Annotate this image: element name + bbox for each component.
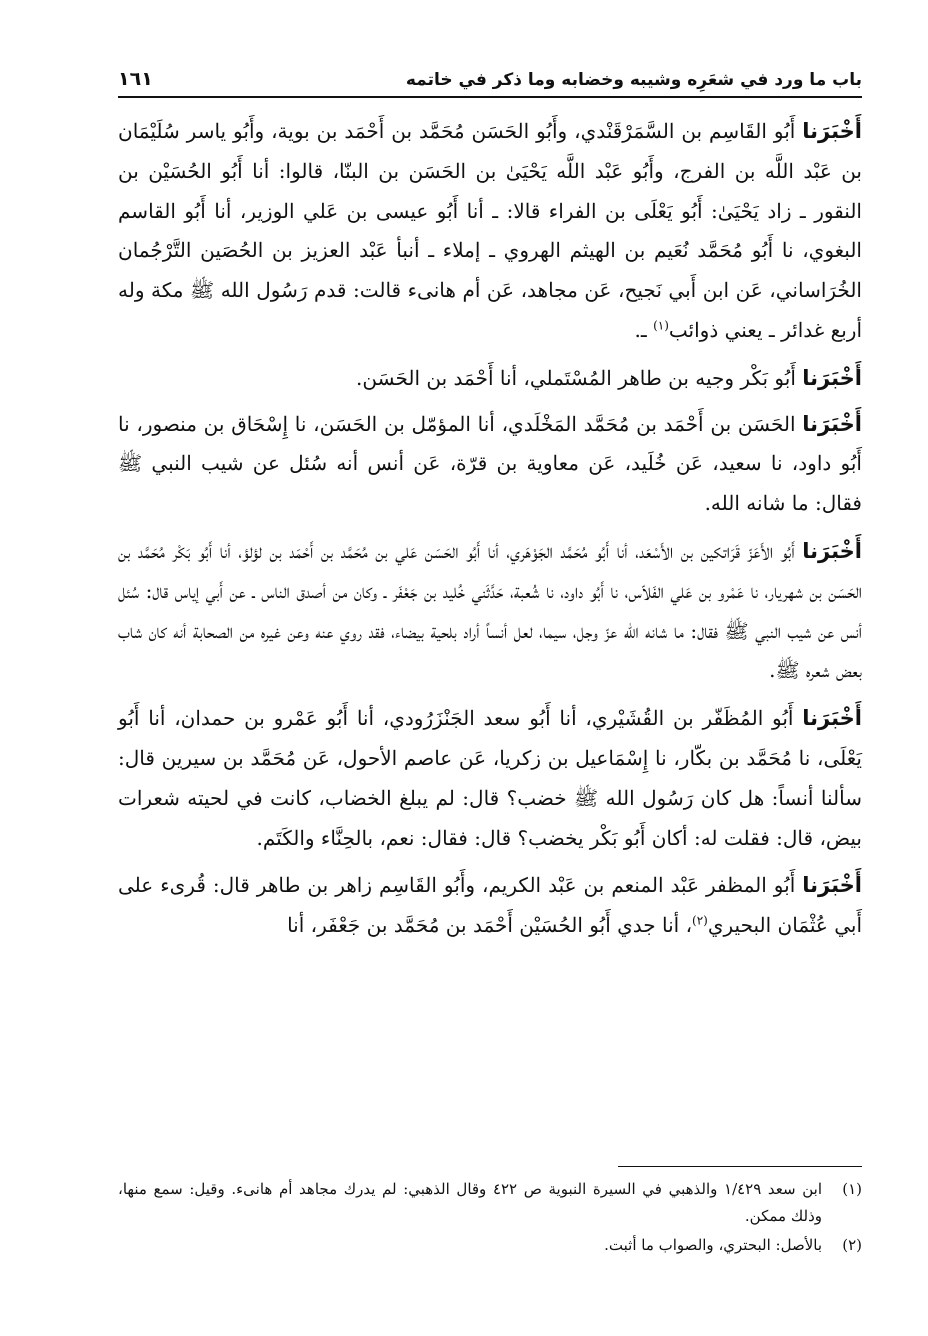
footnote <box>118 1232 862 1259</box>
paragraph-text: أَبُو المُظَفّر بن القُشَيْري، أنا أَبُو سعد الجَنْزَرُودي، أنا أَبُو عَمْرو بن حمدان، أنا أَبُو يَعْلَى، نا مُحَمَّد بن بكّار، نا إِسْمَاعيل بن زكريا، عَن عاصم الأحول، عَن مُحَمَّد بن سيرين قال: سألنا أنساً: هل كان رَسُول الله ﷺ خضب؟ قال: لم يبلغ الخضاب، كانت في لحيته شعرات بيض، قال: فقلت له: أكان أَبُو بَكْر يخضب؟ قال: فقال: نعم، بالحِنَّاء والكَتَم. <box>118 706 862 850</box>
paragraph-tail: ـ. <box>634 317 654 342</box>
paragraph <box>118 405 862 524</box>
page-header <box>118 58 862 98</box>
paragraph <box>118 359 862 399</box>
paragraph-keyword: أَخْبَرَنا <box>802 365 862 390</box>
paragraph-text: أَبُو المظفر عَبْد المنعم بن عَبْد الكريم، وأَبُو القَاسِم زاهر بن طاهر قال: قُرىء على أَبي عُثْمَان البحيري <box>118 873 862 938</box>
paragraph-text: أَبُو بَكْر وجيه بن طاهر المُسْتَملي، أنا أَحْمَد بن الحَسَن. <box>356 365 803 390</box>
footnote-ref: (٢) <box>692 913 708 928</box>
paragraph-keyword: أَخْبَرَنا <box>802 873 862 898</box>
footnote-ref: (١) <box>653 318 669 333</box>
page-number: ١٦١ <box>118 68 153 90</box>
footnote-text: ابن سعد ١/٤٢٩ والذهبي في السيرة النبوية ص ٤٢٢ وقال الذهبي: لم يدرك مجاهد أم هانىء. وقيل: سمع منها، وذلك ممكن. <box>118 1180 822 1225</box>
paragraph <box>118 532 862 691</box>
main-text <box>118 112 862 954</box>
paragraph-keyword: أَخْبَرَنا <box>802 411 862 436</box>
paragraph <box>118 699 862 858</box>
paragraph <box>118 112 862 351</box>
paragraph-keyword: أَخْبَرَنا <box>802 119 862 143</box>
footnote <box>118 1176 862 1230</box>
paragraph-text: أَبُو القَاسِم بن السَّمَرْقَنْدي، وأَبُو الحَسَن مُحَمَّد بن أَحْمَد بن بوية، وأَبُو ياسر سُلَيْمَان بن عَبْد اللَّه بن الفرج، وأَبُو عَبْد اللَّه يَحْيَىٰ بن الحَسَن بن البنّا، قالوا: أنا أَبُو الحُسَيْن بن النقور ـ زاد يَحْيَىٰ: أَبُو يَعْلَى بن الفراء قالا: ـ أنا أَبُو عيسى بن عَلي الوزير، أنا أَبُو القاسم البغوي، نا أَبُو مُحَمَّد نُعَيم بن الهيثم الهروي ـ إملاء ـ أنبأ عَبْد العزيز بن الحُصَين التَّرْجُمان الخُرَاساني، عَن ابن أَبي نَجيح، عَن مجاهد، عَن أم هانىء قالت: قدم رَسُول الله ﷺ مكة وله أربع غدائر ـ يعني ذوائب <box>118 119 862 342</box>
footnote-number: (١) <box>842 1180 862 1198</box>
paragraph <box>118 866 862 946</box>
paragraph-text: الحَسَن بن أَحْمَد بن مُحَمَّد المَخْلَدي، أنا المؤمّل بن الحَسَن، نا إِسْحَاق بن منصور، نا أَبُو داود، نا سعيد، عَن خُلَيد، عَن معاوية بن قرّة، عَن أنس أنه سُئل عن شيب النبي ﷺ فقال: ما شانه الله. <box>118 411 862 516</box>
running-title: باب ما ورد في شعَرِه وشيبه وخضابه وما ذكر في خاتمه <box>405 70 862 90</box>
footnote-divider <box>618 1166 862 1167</box>
footnote-number: (٢) <box>842 1236 862 1254</box>
footnotes <box>118 1176 862 1261</box>
paragraph-keyword: أَخْبَرَنا <box>802 538 862 563</box>
footnote-text: بالأصل: البحتري، والصواب ما أثبت. <box>604 1236 822 1254</box>
paragraph-tail: ، أنا جدي أَبُو الحُسَيْن أَحْمَد بن مُحَمَّد بن جَعْفَر، أنا <box>287 913 693 938</box>
paragraph-text: أَبُو الأَعَزّ قَرَاتكين بن الأَسْعَد، أنا أَبُو مُحَمَّد الجَوْهَري، أنا أَبُو الحَسَن عَلي بن مُحَمَّد بن أَحْمَد بن لؤلؤ، أنا أَبُو بَكْر مُحَمَّد بن الحَسَن بن شهريار، نا عَمْرو بن عَلي الفَلاّس، نا أَبُو داود، نا شُعبة، حَدَّثَني خُليد بن جَعْفَر ـ وكان من أصدق الناس ـ عن أَبي إياس قال: سُئل أنس عن شيب النبي ﷺ فقال: ما شانه الله عزّ وجل، سيما، لعل أنساً أراد بلحية بيضاء، فقد روي عنه وعن غيره من الصحابة أنه كان شاب بعض شعره ﷺ. <box>118 538 862 683</box>
paragraph-keyword: أَخْبَرَنا <box>802 706 862 731</box>
